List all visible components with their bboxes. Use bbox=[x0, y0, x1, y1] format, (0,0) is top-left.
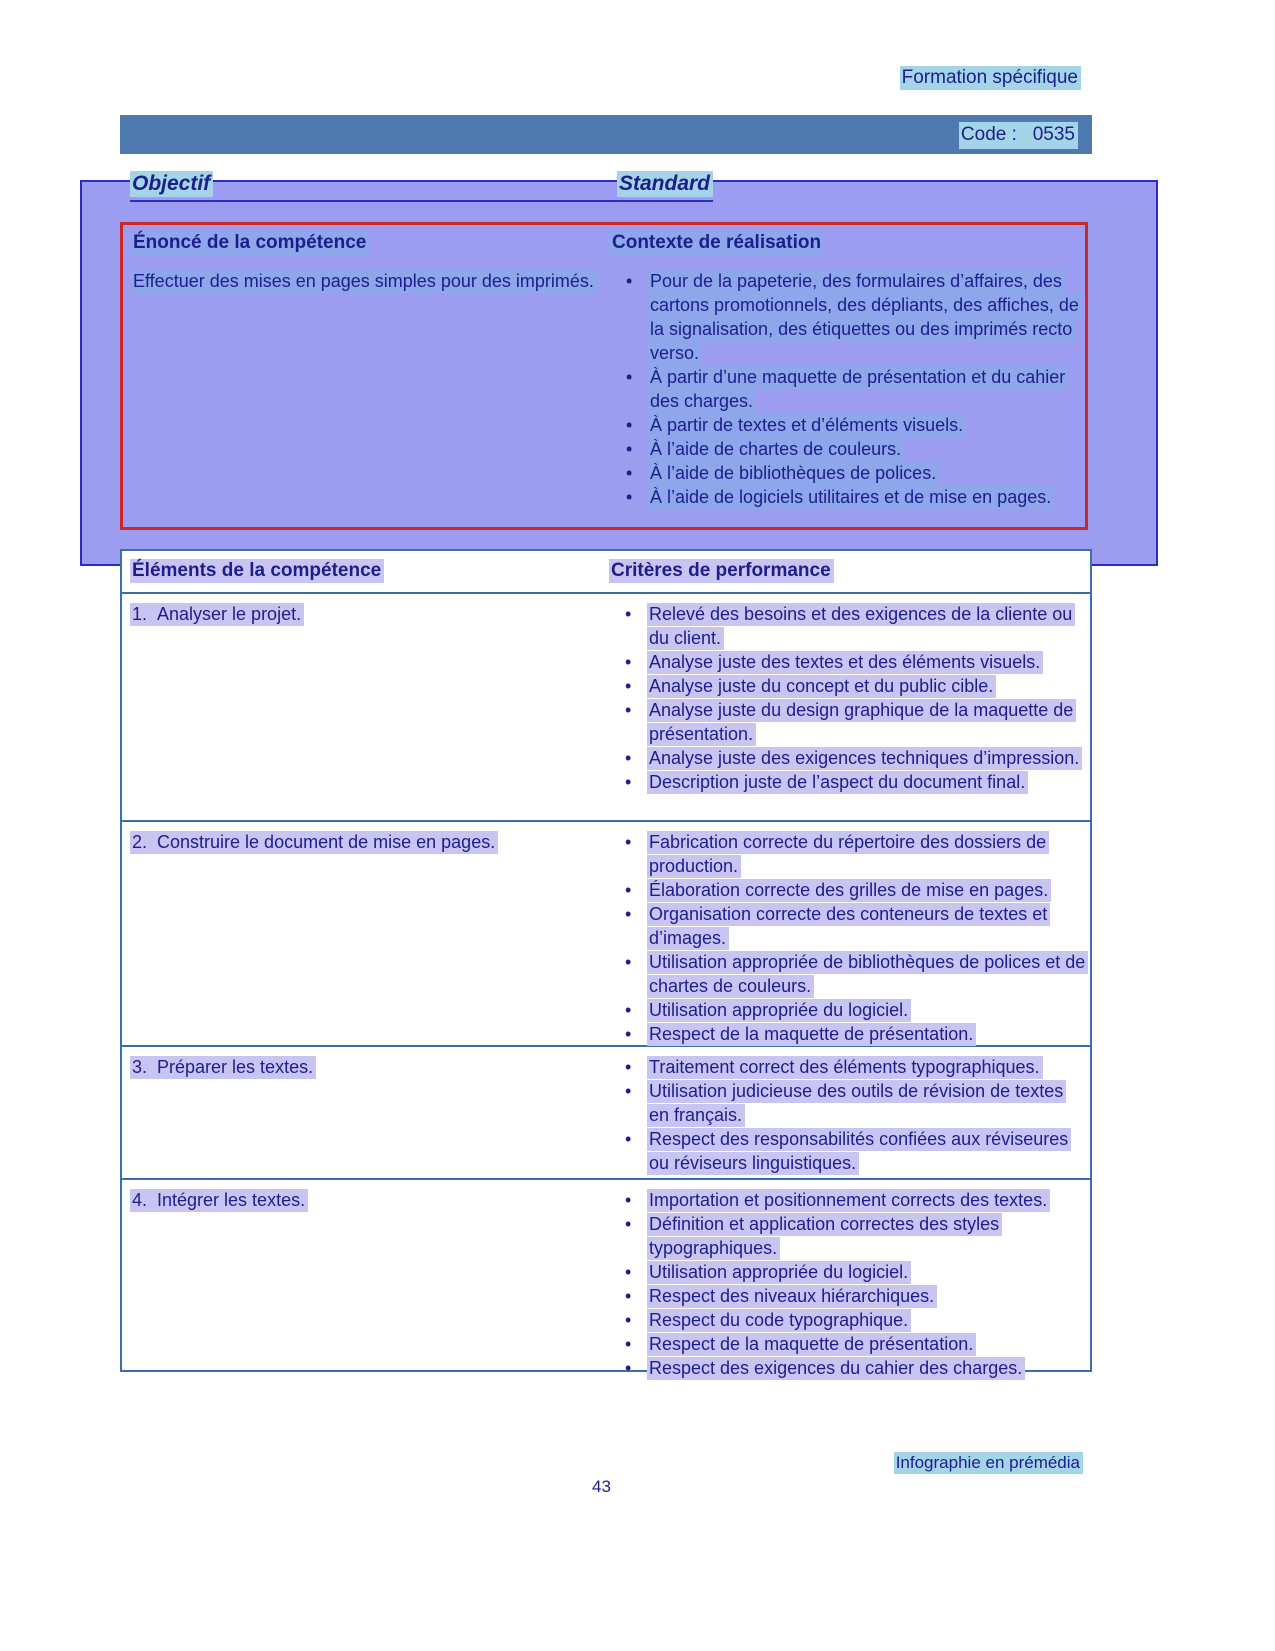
standard-heading bbox=[617, 171, 713, 197]
criteria-bullet: • Utilisation appropriée du logiciel. bbox=[609, 1260, 1086, 1284]
header-bar bbox=[120, 115, 1092, 154]
competence-statement: Effectuer des mises en pages simples pour des imprimés. bbox=[131, 270, 597, 293]
element-cell bbox=[122, 822, 609, 1050]
context-bullet: • À l’aide de chartes de couleurs. bbox=[610, 437, 1079, 461]
criteria-bullet: • Respect de la maquette de présentation. bbox=[609, 1332, 1086, 1356]
elements-table bbox=[120, 549, 1092, 1378]
element-label: 2. Construire le document de mise en pages. bbox=[130, 831, 498, 854]
context-bullet: • À l’aide de bibliothèques de polices. bbox=[610, 461, 1079, 485]
criteria-bullet: • Analyse juste des exigences techniques d’impression. bbox=[609, 746, 1086, 770]
competence-table-header-contexte: Contexte de réalisation bbox=[610, 225, 1085, 263]
elements-table-header-row bbox=[122, 551, 1090, 592]
criteria-bullet: • Traitement correct des éléments typographiques. bbox=[609, 1055, 1086, 1079]
criteria-bullet-list bbox=[609, 1188, 1086, 1380]
criteria-bullet-list bbox=[609, 602, 1086, 794]
criteria-bullet: • Fabrication correcte du répertoire des dossiers de production. bbox=[609, 830, 1086, 878]
element-cell bbox=[122, 594, 609, 820]
criteria-cell bbox=[609, 1180, 1090, 1384]
table-row bbox=[122, 592, 1090, 820]
footer-program-text: Infographie en prémédia bbox=[894, 1452, 1083, 1474]
code-label: Code : 0535 bbox=[959, 122, 1078, 149]
formation-specifique-text: Formation spécifique bbox=[900, 66, 1081, 90]
context-bullet-list bbox=[610, 269, 1079, 509]
objectif-heading bbox=[130, 171, 213, 197]
elements-table-header-elements: Éléments de la compétence bbox=[122, 551, 609, 592]
heading-underline bbox=[130, 200, 713, 202]
context-bullet: • À l’aide de logiciels utilitaires et de mise en pages. bbox=[610, 485, 1079, 509]
criteria-bullet: • Analyse juste du design graphique de la maquette de présentation. bbox=[609, 698, 1086, 746]
criteria-bullet-list bbox=[609, 1055, 1086, 1175]
criteria-bullet-list bbox=[609, 830, 1086, 1046]
criteria-bullet: • Analyse juste du concept et du public cible. bbox=[609, 674, 1086, 698]
context-bullet: • À partir d’une maquette de présentation et du cahier des charges. bbox=[610, 365, 1079, 413]
elements-table-header-criteres: Critères de performance bbox=[609, 551, 1090, 592]
criteria-cell bbox=[609, 1047, 1090, 1179]
criteria-bullet: • Respect des exigences du cahier des charges. bbox=[609, 1356, 1086, 1380]
element-label: 1. Analyser le projet. bbox=[130, 603, 304, 626]
competence-table bbox=[120, 222, 1088, 530]
criteria-bullet: • Importation et positionnement corrects des textes. bbox=[609, 1188, 1086, 1212]
criteria-bullet: • Définition et application correctes des styles typographiques. bbox=[609, 1212, 1086, 1260]
criteria-bullet: • Respect des niveaux hiérarchiques. bbox=[609, 1284, 1086, 1308]
page-number: 43 bbox=[592, 1477, 611, 1496]
element-label: 3. Préparer les textes. bbox=[130, 1056, 316, 1079]
criteria-bullet: • Respect des responsabilités confiées aux réviseures ou réviseurs linguistiques. bbox=[609, 1127, 1086, 1175]
criteria-bullet: • Description juste de l’aspect du document final. bbox=[609, 770, 1086, 794]
table-row bbox=[122, 1178, 1090, 1378]
criteria-bullet: • Respect de la maquette de présentation. bbox=[609, 1022, 1086, 1046]
context-bullet: • À partir de textes et d’éléments visuels. bbox=[610, 413, 1079, 437]
context-bullet: • Pour de la papeterie, des formulaires d’affaires, des cartons promotionnels, des dépliants, des affiches, de la signalisation, des étiquettes ou des imprimés recto verso. bbox=[610, 269, 1079, 365]
element-label: 4. Intégrer les textes. bbox=[130, 1189, 308, 1212]
footer-program-label bbox=[894, 1452, 1083, 1474]
criteria-bullet: • Élaboration correcte des grilles de mise en pages. bbox=[609, 878, 1086, 902]
criteria-cell bbox=[609, 594, 1090, 820]
criteria-bullet: • Analyse juste des textes et des éléments visuels. bbox=[609, 650, 1086, 674]
competence-statement-cell bbox=[123, 263, 610, 527]
context-cell bbox=[610, 263, 1085, 527]
objectif-heading-text: Objectif bbox=[130, 171, 213, 197]
table-row bbox=[122, 820, 1090, 1045]
criteria-cell bbox=[609, 822, 1090, 1050]
criteria-bullet: • Utilisation appropriée de bibliothèques de polices et de chartes de couleurs. bbox=[609, 950, 1086, 998]
criteria-bullet: • Organisation correcte des conteneurs de textes et d’images. bbox=[609, 902, 1086, 950]
standard-heading-text: Standard bbox=[617, 171, 713, 197]
criteria-bullet: • Utilisation appropriée du logiciel. bbox=[609, 998, 1086, 1022]
criteria-bullet: • Respect du code typographique. bbox=[609, 1308, 1086, 1332]
criteria-bullet: • Utilisation judicieuse des outils de révision de textes en français. bbox=[609, 1079, 1086, 1127]
criteria-bullet: • Relevé des besoins et des exigences de la cliente ou du client. bbox=[609, 602, 1086, 650]
table-row bbox=[122, 1045, 1090, 1178]
element-cell bbox=[122, 1180, 609, 1384]
competence-table-header-enonce: Énoncé de la compétence bbox=[123, 225, 610, 263]
element-cell bbox=[122, 1047, 609, 1179]
formation-specifique-label bbox=[900, 66, 1081, 90]
